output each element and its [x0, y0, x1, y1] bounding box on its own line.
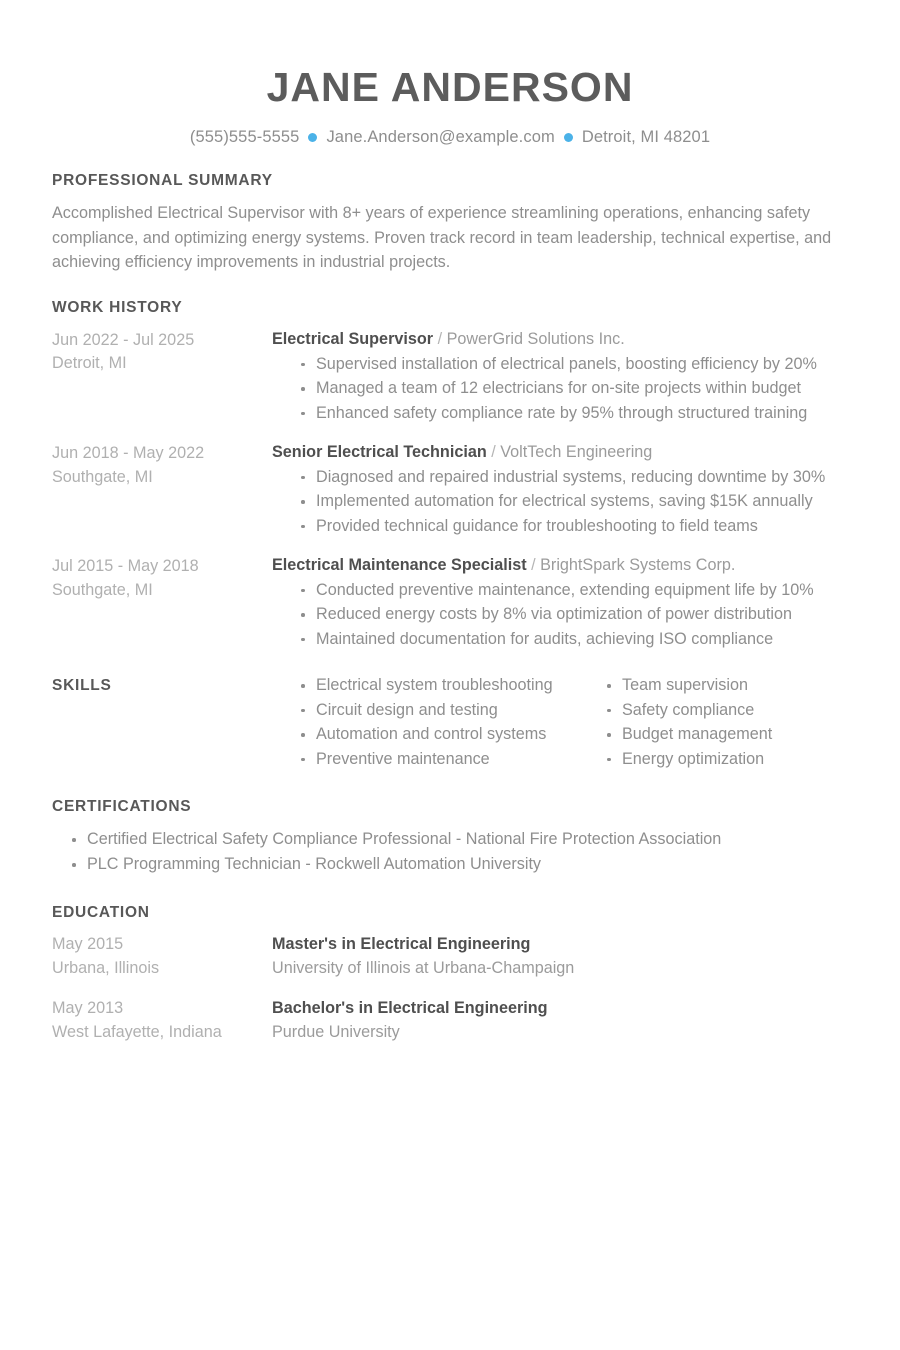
- work-entry-company: PowerGrid Solutions Inc.: [446, 329, 625, 348]
- education-entry-body: [272, 933, 848, 980]
- section-title-education: EDUCATION: [52, 904, 150, 922]
- education-school: Purdue University: [272, 1022, 400, 1041]
- work-entry-meta: [52, 441, 272, 489]
- education-entry-location: West Lafayette, Indiana: [52, 1022, 222, 1041]
- skill-item: Safety compliance: [607, 699, 884, 722]
- section-skills: [52, 674, 848, 772]
- work-bullet: Enhanced safety compliance rate by 95% through structured training: [301, 402, 848, 425]
- work-entry-heading: [272, 441, 848, 464]
- work-entry-dates: Jul 2015 - May 2018: [52, 557, 199, 576]
- work-entry-job-title: Electrical Maintenance Specialist: [272, 556, 527, 575]
- certifications-list: [52, 827, 848, 877]
- skill-item: Automation and control systems: [301, 723, 578, 746]
- bullet-separator-icon: [308, 133, 317, 142]
- work-entry: [52, 554, 848, 652]
- skills-list-left: [272, 674, 578, 771]
- work-entry-bullets: [272, 579, 848, 651]
- skill-item: Preventive maintenance: [301, 748, 578, 771]
- candidate-name: JANE ANDERSON: [266, 64, 634, 110]
- work-entry-company: BrightSpark Systems Corp.: [540, 556, 736, 575]
- section-title-skills: SKILLS: [52, 677, 112, 695]
- skills-columns: [272, 674, 884, 772]
- work-entry-bullets: [272, 353, 848, 425]
- work-bullet: Reduced energy costs by 8% via optimization of power distribution: [301, 603, 848, 626]
- work-entry-heading: [272, 554, 848, 577]
- work-bullet: Maintained documentation for audits, achieving ISO compliance: [301, 628, 848, 651]
- work-entry-location: Southgate, MI: [52, 580, 153, 599]
- email-address: Jane.Anderson@example.com: [326, 128, 555, 147]
- work-entry-job-title: Senior Electrical Technician: [272, 443, 487, 462]
- skill-item: Circuit design and testing: [301, 699, 578, 722]
- skills-row: [52, 674, 848, 772]
- skills-list-right: [578, 674, 884, 771]
- work-bullet: Provided technical guidance for troubleshooting to field teams: [301, 515, 848, 538]
- work-entry: [52, 328, 848, 426]
- skill-item: Team supervision: [607, 674, 884, 697]
- work-entry-meta: [52, 554, 272, 602]
- education-degree: Master's in Electrical Engineering: [272, 935, 531, 954]
- education-entry-location: Urbana, Illinois: [52, 958, 160, 977]
- contact-line: [52, 128, 848, 147]
- education-entry: [52, 997, 848, 1044]
- work-entry-separator: /: [491, 443, 496, 462]
- work-entry-heading: [272, 328, 848, 351]
- work-entry: [52, 441, 848, 539]
- section-title-summary: PROFESSIONAL SUMMARY: [52, 172, 273, 190]
- work-bullet: Diagnosed and repaired industrial systems, reducing downtime by 30%: [301, 466, 848, 489]
- education-entry: [52, 933, 848, 980]
- education-entry-meta: [52, 933, 272, 980]
- work-entry-separator: /: [437, 329, 443, 348]
- work-entry-meta: [52, 328, 272, 376]
- location: Detroit, MI 48201: [581, 128, 711, 147]
- work-entry-location: Detroit, MI: [52, 354, 127, 373]
- work-entry-location: Southgate, MI: [52, 467, 153, 486]
- education-entry-date: May 2015: [52, 935, 124, 954]
- skills-label-column: [52, 674, 272, 708]
- phone-number: (555)555-5555: [189, 128, 300, 147]
- work-bullet: Implemented automation for electrical systems, saving $15K annually: [301, 490, 848, 513]
- work-entry-bullets: [272, 466, 848, 538]
- section-title-certifications: CERTIFICATIONS: [52, 798, 192, 816]
- work-entry-body: [272, 441, 848, 539]
- education-entry-body: [272, 997, 848, 1044]
- bullet-separator-icon: [564, 133, 573, 142]
- certification-item: Certified Electrical Safety Compliance Professional - National Fire Protection Association: [72, 827, 848, 852]
- section-professional-summary: [52, 172, 848, 275]
- skill-item: Budget management: [607, 723, 884, 746]
- work-entry-dates: Jun 2018 - May 2022: [52, 444, 205, 463]
- work-bullet: Supervised installation of electrical panels, boosting efficiency by 20%: [301, 353, 848, 376]
- education-entry-meta: [52, 997, 272, 1044]
- education-school: University of Illinois at Urbana-Champaign: [272, 958, 575, 977]
- work-entry-body: [272, 328, 848, 426]
- section-education: [52, 904, 848, 1044]
- summary-text: Accomplished Electrical Supervisor with 8+ years of experience streamlining operations, enhancing safety compliance, and optimizing energy systems. Proven track record in team leadership, technical expertise, and achieving efficiency improvements in industrial projects.: [52, 204, 832, 272]
- resume-header: [52, 0, 848, 147]
- work-bullet: Conducted preventive maintenance, extending equipment life by 10%: [301, 579, 848, 602]
- work-entry-dates: Jun 2022 - Jul 2025: [52, 330, 195, 349]
- section-certifications: [52, 798, 848, 877]
- work-entry-company: VoltTech Engineering: [500, 443, 653, 462]
- education-entry-date: May 2013: [52, 999, 124, 1018]
- education-degree: Bachelor's in Electrical Engineering: [272, 999, 548, 1018]
- work-entry-body: [272, 554, 848, 652]
- work-entry-separator: /: [531, 556, 536, 575]
- skills-column-left: [272, 674, 578, 772]
- work-entry-job-title: Electrical Supervisor: [272, 329, 434, 348]
- certification-item: PLC Programming Technician - Rockwell Automation University: [72, 852, 848, 877]
- section-work-history: [52, 299, 848, 652]
- skill-item: Energy optimization: [607, 748, 884, 771]
- skill-item: Electrical system troubleshooting: [301, 674, 578, 697]
- work-bullet: Managed a team of 12 electricians for on-site projects within budget: [301, 377, 848, 400]
- section-title-work-history: WORK HISTORY: [52, 298, 183, 316]
- skills-column-right: [578, 674, 884, 772]
